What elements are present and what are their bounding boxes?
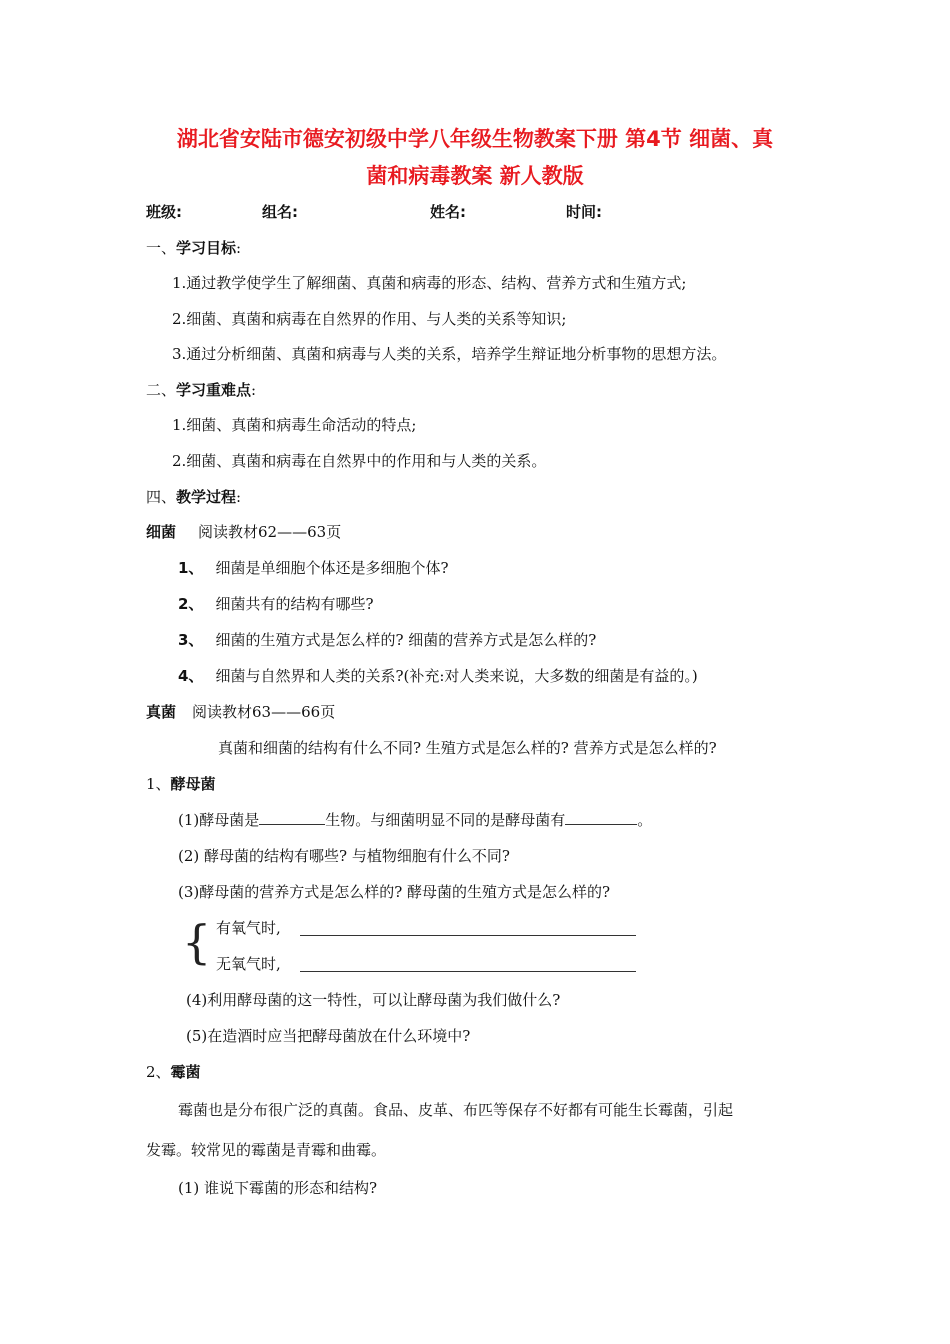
yeast-question-2: (2) 酵母菌的结构有哪些? 与植物细胞有什么不同? bbox=[178, 847, 510, 865]
yeast-question-4: (4)利用酵母菌的这一特性，可以让酵母菌为我们做什么? bbox=[186, 991, 561, 1009]
mold-paragraph-line: 发霉。较常见的霉菌是青霉和曲霉。 bbox=[146, 1141, 387, 1159]
key-point-item: 2.细菌、真菌和病毒在自然界中的作用和与人类的关系。 bbox=[172, 452, 547, 470]
question-item: 2、 细菌共有的结构有哪些? bbox=[178, 595, 374, 613]
aerobic-answer-line[interactable] bbox=[300, 935, 636, 936]
answer-blank[interactable] bbox=[259, 810, 325, 825]
name-label: 姓名: bbox=[430, 203, 466, 221]
answer-blank[interactable] bbox=[565, 810, 637, 825]
section-heading: 二、学习重难点: bbox=[146, 381, 257, 399]
question-item: 4、 细菌与自然界和人类的关系?(补充:对人类来说，大多数的细菌是有益的。) bbox=[178, 667, 698, 685]
anaerobic-label: 无氧气时, bbox=[216, 955, 281, 973]
mold-paragraph-line: 霉菌也是分布很广泛的真菌。食品、皮革、布匹等保存不好都有可能生长霉菌，引起 bbox=[178, 1101, 734, 1119]
question-item: 1、 细菌是单细胞个体还是多细胞个体? bbox=[178, 559, 449, 577]
key-point-item: 1.细菌、真菌和病毒生命活动的特点; bbox=[172, 416, 417, 434]
class-label: 班级: bbox=[146, 203, 182, 221]
bacteria-heading-line: 细菌 阅读教材62——63页 bbox=[146, 523, 342, 541]
yeast-heading: 1、酵母菌 bbox=[146, 775, 216, 793]
mold-question-1: (1) 谁说下霉菌的形态和结构? bbox=[178, 1179, 378, 1197]
aerobic-label: 有氧气时, bbox=[216, 919, 281, 937]
question-item: 3、 细菌的生殖方式是怎么样的? 细菌的营养方式是怎么样的? bbox=[178, 631, 597, 649]
section-heading: 四、教学过程: bbox=[146, 488, 242, 506]
anaerobic-answer-line[interactable] bbox=[300, 971, 636, 972]
title-line-2: 菌和病毒教案 新人教版 bbox=[366, 164, 584, 188]
fungi-question: 真菌和细菌的结构有什么不同? 生殖方式是怎么样的? 营养方式是怎么样的? bbox=[218, 739, 717, 757]
yeast-question-5: (5)在造酒时应当把酵母菌放在什么环境中? bbox=[186, 1027, 471, 1045]
section-heading: 一、学习目标: bbox=[146, 239, 242, 257]
title-line-1: 湖北省安陆市德安初级中学八年级生物教案下册 第4节 细菌、真 bbox=[176, 127, 774, 151]
yeast-question-1: (1)酵母菌是 生物。与细菌明显不同的是酵母菌有 。 bbox=[178, 811, 653, 829]
objective-item: 2.细菌、真菌和病毒在自然界的作用、与人类的关系等知识; bbox=[172, 310, 567, 328]
time-label: 时间: bbox=[566, 203, 602, 221]
fungi-heading-line: 真菌 阅读教材63——66页 bbox=[146, 703, 336, 721]
brace-symbol: { bbox=[182, 915, 212, 969]
group-label: 组名: bbox=[262, 203, 298, 221]
objective-item: 3.通过分析细菌、真菌和病毒与人类的关系，培养学生辩证地分析事物的思想方法。 bbox=[172, 345, 727, 363]
yeast-question-3: (3)酵母菌的营养方式是怎么样的? 酵母菌的生殖方式是怎么样的? bbox=[178, 883, 611, 901]
mold-heading: 2、霉菌 bbox=[146, 1063, 201, 1081]
objective-item: 1.通过教学使学生了解细菌、真菌和病毒的形态、结构、营养方式和生殖方式; bbox=[172, 274, 687, 292]
